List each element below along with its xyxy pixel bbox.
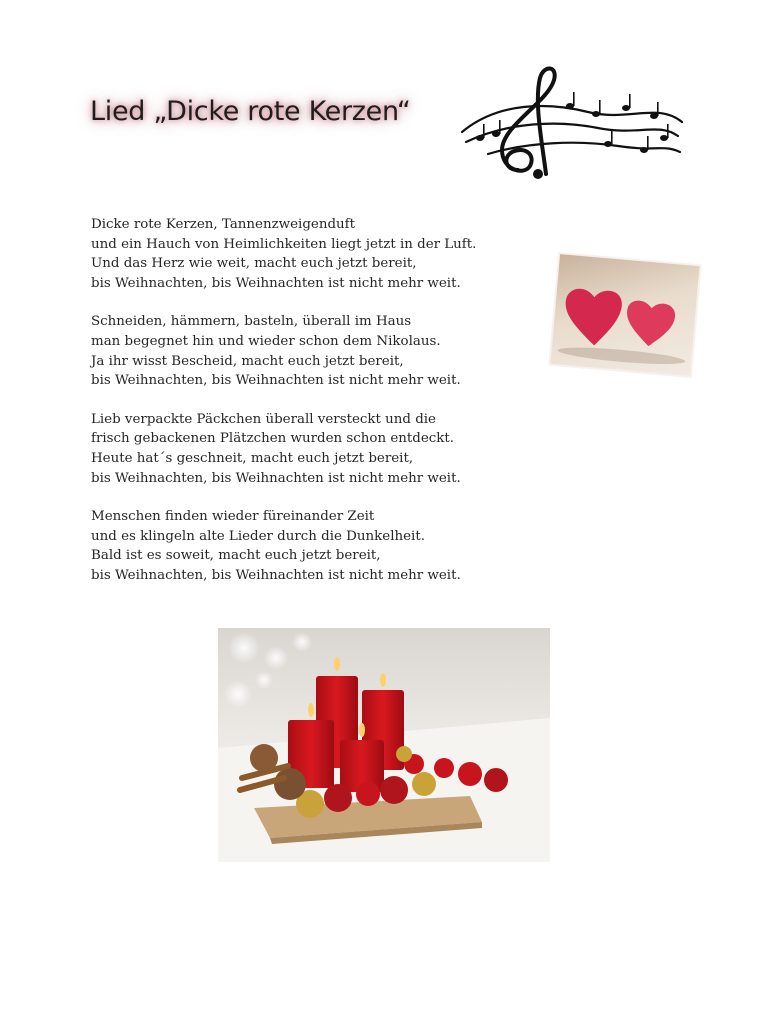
lyric-line: Ja ihr wisst Bescheid, macht euch jetzt bereit, xyxy=(91,353,404,369)
lyric-line: bis Weihnachten, bis Weihnachten ist nicht mehr weit. xyxy=(91,567,461,583)
lyric-line: Menschen finden wieder füreinander Zeit xyxy=(91,509,375,525)
stanza-3 xyxy=(91,410,531,488)
stanza-2 xyxy=(91,312,531,390)
lyric-line: und ein Hauch von Heimlichkeiten liegt jetzt in der Luft. xyxy=(91,236,477,252)
hearts-icon xyxy=(550,254,699,376)
stanza-4 xyxy=(91,507,531,585)
lyric-line: Dicke rote Kerzen, Tannenzweigenduft xyxy=(91,217,355,232)
advent-candles-photo xyxy=(218,628,550,862)
lyric-line: Bald ist es soweit, macht euch jetzt bereit, xyxy=(91,548,381,564)
lyric-line: frisch gebackenen Plätzchen wurden schon entdeckt. xyxy=(91,431,455,447)
stanza-1 xyxy=(91,215,531,293)
lyric-line: bis Weihnachten, bis Weihnachten ist nicht mehr weit. xyxy=(91,373,461,389)
candles-illustration xyxy=(218,628,550,862)
lyric-line: und es klingeln alte Lieder durch die Dunkelheit. xyxy=(91,528,425,544)
lyric-line: Und das Herz wie weit, macht euch jetzt bereit, xyxy=(91,256,417,272)
hearts-photo xyxy=(550,254,699,376)
lyric-line: bis Weihnachten, bis Weihnachten ist nicht mehr weit. xyxy=(91,275,461,291)
lyric-line: Heute hat´s geschneit, macht euch jetzt bereit, xyxy=(91,450,414,466)
page-title: Lied „Dicke rote Kerzen“ xyxy=(90,96,411,127)
lyric-line: bis Weihnachten, bis Weihnachten ist nicht mehr weit. xyxy=(91,470,461,486)
treble-clef-notes-icon xyxy=(458,62,686,182)
lyric-line: man begegnet hin und wieder schon dem Nikolaus. xyxy=(91,333,441,349)
lyric-line: Schneiden, hämmern, basteln, überall im Haus xyxy=(91,314,412,330)
song-lyrics xyxy=(91,215,531,605)
lyric-line: Lieb verpackte Päckchen überall versteckt und die xyxy=(91,411,436,427)
